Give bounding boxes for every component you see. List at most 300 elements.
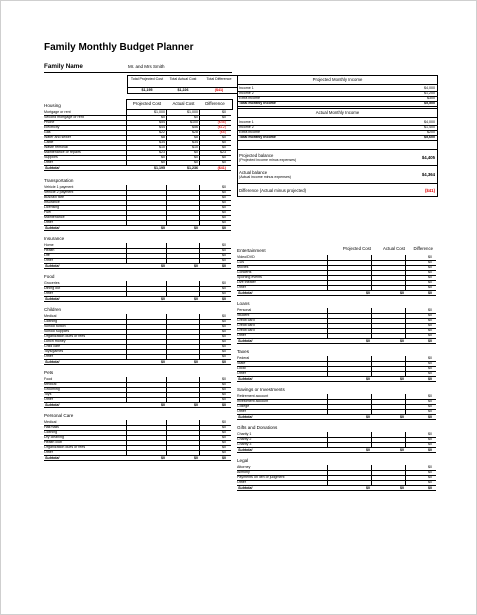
expense-difference-value: $0 xyxy=(222,324,226,328)
expense-difference-value: $0 xyxy=(428,285,432,289)
expense-projected-value[interactable]: $44 xyxy=(159,125,165,129)
expense-difference-value: $0 xyxy=(222,195,226,199)
expense-row-label: Vehicle 2 payment xyxy=(44,190,74,194)
totals-box xyxy=(127,75,238,94)
expense-difference-value: $0 xyxy=(222,387,226,391)
actual-balance-value: $4,364 xyxy=(421,172,435,177)
expense-row-label: Other xyxy=(44,450,53,454)
expense-difference-value: $0 xyxy=(428,270,432,274)
expense-row-label: Charity 2 xyxy=(237,437,252,441)
total-actual-header: Total Actual Cost xyxy=(169,77,197,81)
subtotal-label: Subtotal xyxy=(238,414,253,419)
income-divider xyxy=(238,117,437,118)
subtotal-difference: $0 xyxy=(222,296,226,301)
income-row-value[interactable]: $300 xyxy=(427,96,435,100)
expense-row-label: Alimony xyxy=(237,470,250,474)
expense-difference-value: $23 xyxy=(220,150,226,154)
expense-difference-value: $0 xyxy=(222,377,226,381)
expense-difference-value: $0 xyxy=(428,470,432,474)
expense-difference-value: $0 xyxy=(222,243,226,247)
subtotal-actual: $0 xyxy=(194,359,198,364)
section-title: Personal Care xyxy=(44,413,74,418)
subtotal-label: Subtotal xyxy=(45,455,60,460)
section-title: Taxes xyxy=(237,349,249,354)
expense-row-label: Local xyxy=(237,366,246,370)
income-row-label: Income 2 xyxy=(239,125,254,129)
expense-row-label: CDs xyxy=(237,260,244,264)
expense-difference-value: $0 xyxy=(222,210,226,214)
expense-difference-value: $0 xyxy=(428,437,432,441)
expense-row-label: Other xyxy=(44,160,53,164)
expense-row-label: Vehicle 1 payment xyxy=(44,185,74,189)
column-line xyxy=(199,420,200,455)
expense-actual-value[interactable]: $10 xyxy=(192,145,198,149)
section-title: Entertainment xyxy=(237,248,266,253)
expense-row-label: Life xyxy=(44,253,50,257)
expense-difference-value: $0 xyxy=(222,145,226,149)
expense-difference-value: $0 xyxy=(222,115,226,119)
expense-difference-value: $0 xyxy=(428,318,432,322)
subtotal-actual: $0 xyxy=(400,290,404,295)
expense-difference-value: $0 xyxy=(222,392,226,396)
column-line xyxy=(126,243,127,263)
subtotal-label: Subtotal xyxy=(238,485,253,490)
expense-row-label: Clothing xyxy=(44,319,58,323)
expense-row-label: Other xyxy=(237,285,246,289)
expense-row-label: Video/DVD xyxy=(237,255,255,259)
expense-row-label: Personal xyxy=(237,308,252,312)
column-line xyxy=(199,185,200,225)
subtotal-actual: $0 xyxy=(194,296,198,301)
expense-row-label: Student xyxy=(237,313,250,317)
column-line xyxy=(166,243,167,263)
expense-row-label: Payments on lien or judgment xyxy=(237,475,285,479)
expense-difference-value: $0 xyxy=(428,328,432,332)
expense-difference-value: $0 xyxy=(428,366,432,370)
expense-difference-value: $0 xyxy=(222,185,226,189)
subtotal-label: Subtotal xyxy=(238,338,253,343)
expense-row-label: Credit card xyxy=(237,323,255,327)
income-row-value[interactable]: $1,400 xyxy=(424,125,435,129)
section-title: Savings or Investments xyxy=(237,387,285,392)
header-projected-cost: Projected Cost xyxy=(132,101,162,106)
expense-row-label: School tuition xyxy=(44,324,66,328)
column-line xyxy=(126,110,127,165)
income-row-value[interactable]: $5,500 xyxy=(424,101,435,105)
expense-actual-value[interactable]: $34 xyxy=(192,140,198,144)
subtotal-projected: $0 xyxy=(161,402,165,407)
column-line xyxy=(327,356,328,376)
income-divider xyxy=(238,108,437,109)
subtotal-projected: $0 xyxy=(161,263,165,268)
expense-row-label: Investment account xyxy=(237,399,269,403)
expense-difference-value: $0 xyxy=(222,286,226,290)
column-line xyxy=(199,110,200,165)
income-row-line xyxy=(238,106,437,107)
expense-row-label: Other xyxy=(44,220,53,224)
expense-projected-value[interactable]: $22 xyxy=(159,130,165,134)
subtotal-line xyxy=(237,343,436,344)
subtotal-projected: $0 xyxy=(161,296,165,301)
expense-actual-value[interactable]: $0 xyxy=(194,115,198,119)
expense-row-label: College xyxy=(237,404,250,408)
section-title: Loans xyxy=(237,301,250,306)
expense-difference-value: $0 xyxy=(222,329,226,333)
expense-difference-value: $0 xyxy=(222,155,226,159)
subtotal-label: Subtotal xyxy=(45,225,60,230)
expense-row-label: Toys/games xyxy=(44,349,64,353)
column-line xyxy=(166,420,167,455)
column-line xyxy=(327,308,328,338)
expense-difference-value: $0 xyxy=(222,140,226,144)
expense-difference-value: $0 xyxy=(428,280,432,284)
expense-row-label: Phone xyxy=(44,120,55,124)
column-line xyxy=(166,185,167,225)
income-row-value[interactable]: $4,000 xyxy=(424,120,435,124)
expense-difference-value: $0 xyxy=(428,308,432,312)
subtotal-line xyxy=(237,452,436,453)
subtotal-difference: $0 xyxy=(222,359,226,364)
total-actual-value: $1,226 xyxy=(177,88,189,92)
expense-row-label: Organization dues or fees xyxy=(44,445,86,449)
expense-row-label: Dining out xyxy=(44,286,61,290)
subtotal-difference: $0 xyxy=(428,376,432,381)
expense-difference-value: $0 xyxy=(428,265,432,269)
total-projected-value: $1,195 xyxy=(141,88,153,92)
subtotal-projected: $0 xyxy=(366,485,370,490)
column-line xyxy=(371,465,372,485)
section-title: Food xyxy=(44,274,55,279)
column-line xyxy=(166,281,167,296)
expense-difference-value: $0 xyxy=(428,333,432,337)
actual-balance-note: (Actual income minus expenses) xyxy=(239,175,291,179)
left-expense-column xyxy=(44,97,238,597)
subtotal-line xyxy=(44,230,231,231)
expense-projected-value[interactable]: $0 xyxy=(161,155,165,159)
income-row-label: Income 1 xyxy=(239,86,254,90)
expense-row-label: Bus/taxi fare xyxy=(44,195,64,199)
section-title: Pets xyxy=(44,370,54,375)
expense-difference-value: $0 xyxy=(428,255,432,259)
expense-projected-value[interactable]: $1,000 xyxy=(154,110,165,114)
expense-difference-value: $0 xyxy=(222,281,226,285)
expense-row-label: Sporting events xyxy=(237,275,262,279)
header-difference: Difference xyxy=(205,101,225,106)
header-box xyxy=(126,99,233,110)
expense-difference-value: $0 xyxy=(222,397,226,401)
expense-difference-value: $0 xyxy=(222,319,226,323)
expense-projected-value[interactable]: $34 xyxy=(159,140,165,144)
total-projected-header: Total Projected Cost xyxy=(130,77,164,81)
difference-label: Difference (Actual minus projected) xyxy=(239,188,307,193)
expense-difference-value: $0 xyxy=(222,435,226,439)
expense-row-label: Other xyxy=(44,258,53,262)
column-line xyxy=(405,465,406,485)
expense-difference-value: $0 xyxy=(222,339,226,343)
header-actual-cost: Actual Cost xyxy=(383,246,405,251)
income-row-line xyxy=(238,140,437,141)
expense-difference-value: $0 xyxy=(428,465,432,469)
expense-difference-value: $0 xyxy=(428,323,432,327)
subtotal-projected: $0 xyxy=(366,447,370,452)
balances-divider xyxy=(238,165,437,166)
column-line xyxy=(199,377,200,402)
page-title: Family Monthly Budget Planner xyxy=(44,42,194,53)
income-row-line xyxy=(238,130,437,131)
expense-row-label: Lunch money xyxy=(44,339,66,343)
section-title: Transportation xyxy=(44,178,74,183)
subtotal-actual: $0 xyxy=(400,485,404,490)
income-row-label: Extra income xyxy=(239,130,260,134)
expense-row-label: Medical xyxy=(44,420,57,424)
expense-row-label: Other xyxy=(237,409,246,413)
difference-value: ($41) xyxy=(424,188,435,193)
subtotal-difference: $0 xyxy=(222,402,226,407)
subtotal-difference: $0 xyxy=(222,263,226,268)
expense-difference-value: $0 xyxy=(428,394,432,398)
subtotal-projected: $0 xyxy=(161,359,165,364)
balances-divider xyxy=(238,183,437,184)
expense-actual-value[interactable]: $0 xyxy=(194,155,198,159)
actual-income-title: Actual Monthly Income xyxy=(315,110,360,115)
subtotal-actual: $1,236 xyxy=(187,165,198,170)
expense-difference-value: $0 xyxy=(222,344,226,348)
expense-row-label: Other xyxy=(237,333,246,337)
expense-row-label: Groceries xyxy=(44,281,60,285)
expense-row-label: Credit card xyxy=(237,328,255,332)
family-name-label: Family Name xyxy=(44,63,83,70)
column-line xyxy=(405,308,406,338)
subtotal-line xyxy=(237,419,436,420)
income-row-label: Total monthly income xyxy=(239,101,276,105)
income-row-label: Income 2 xyxy=(239,91,254,95)
subtotal-label: Subtotal xyxy=(238,447,253,452)
expense-row-label: Cable xyxy=(44,140,54,144)
expense-difference-value: $0 xyxy=(428,480,432,484)
subtotal-difference: $0 xyxy=(222,455,226,460)
expense-row-label: State xyxy=(237,361,246,365)
subtotal-difference: $0 xyxy=(428,485,432,490)
expense-difference-value: $0 xyxy=(428,260,432,264)
column-line xyxy=(166,110,167,165)
expense-projected-value[interactable]: $0 xyxy=(161,115,165,119)
income-row-label: Income 1 xyxy=(239,120,254,124)
subtotal-actual: $0 xyxy=(194,402,198,407)
income-row-line xyxy=(238,91,437,92)
expense-row-label: Federal xyxy=(237,356,250,360)
expense-difference-value: $0 xyxy=(222,135,226,139)
expense-difference-value: $0 xyxy=(428,442,432,446)
column-line xyxy=(371,308,372,338)
expense-row-label: Other xyxy=(44,397,53,401)
column-line xyxy=(126,281,127,296)
subtotal-projected: $0 xyxy=(161,225,165,230)
column-line xyxy=(199,243,200,263)
column-line xyxy=(166,314,167,359)
expense-row-label: Other xyxy=(237,371,246,375)
income-row-line xyxy=(238,125,437,126)
expense-difference-value: $0 xyxy=(222,205,226,209)
expense-difference-value: ($6) xyxy=(219,130,226,134)
expense-row-label: Live theater xyxy=(237,280,256,284)
subtotal-projected: $1,195 xyxy=(154,165,165,170)
expense-difference-value: $0 xyxy=(222,425,226,429)
subtotal-projected: $0 xyxy=(366,414,370,419)
expense-row-label: Other xyxy=(44,291,53,295)
column-line xyxy=(126,185,127,225)
subtotal-actual: $0 xyxy=(400,338,404,343)
expense-actual-value[interactable]: $1,000 xyxy=(187,110,198,114)
subtotal-line xyxy=(237,381,436,382)
subtotal-label: Subtotal xyxy=(238,376,253,381)
expense-difference-value: $0 xyxy=(428,356,432,360)
income-row-value[interactable]: $4,000 xyxy=(424,86,435,90)
header-projected-cost: Projected Cost xyxy=(342,246,371,251)
expense-difference-value: $0 xyxy=(222,349,226,353)
subtotal-line xyxy=(237,295,436,296)
expense-row-label: Food xyxy=(44,377,53,381)
expense-difference-value: $0 xyxy=(222,445,226,449)
column-line xyxy=(405,432,406,447)
expense-difference-value: $0 xyxy=(222,253,226,257)
projected-balance-value: $4,405 xyxy=(421,155,435,160)
subtotal-label: Subtotal xyxy=(45,263,60,268)
expense-difference-value: $0 xyxy=(222,248,226,252)
expense-difference-value: $0 xyxy=(222,190,226,194)
subtotal-projected: $0 xyxy=(161,455,165,460)
expense-row-label: Medical xyxy=(44,382,57,386)
section-title: Gifts and Donations xyxy=(237,425,278,430)
column-line xyxy=(199,281,200,296)
expense-projected-value[interactable]: $54 xyxy=(159,120,165,124)
expense-row-label: Maintenance xyxy=(44,215,65,219)
expense-row-label: Waste removal xyxy=(44,145,68,149)
expense-projected-value[interactable]: $0 xyxy=(161,160,165,164)
expense-projected-value[interactable]: $8 xyxy=(161,135,165,139)
income-row-value[interactable]: $1,200 xyxy=(424,91,435,95)
column-line xyxy=(327,255,328,290)
subtotal-actual: $0 xyxy=(400,376,404,381)
expense-row-label: Clothing xyxy=(44,430,58,434)
expense-row-label: Gas xyxy=(44,130,51,134)
total-difference-header: Total Difference xyxy=(206,77,232,81)
header-actual-cost: Actual Cost xyxy=(172,101,195,106)
subtotal-label: Subtotal xyxy=(45,402,60,407)
column-line xyxy=(126,420,127,455)
expense-actual-value[interactable]: $100 xyxy=(190,120,198,124)
subtotal-actual: $0 xyxy=(400,447,404,452)
subtotal-label: Subtotal xyxy=(45,359,60,364)
subtotal-label: Subtotal xyxy=(45,165,60,170)
expense-difference-value: $0 xyxy=(222,200,226,204)
income-row-label: Extra income xyxy=(239,96,260,100)
subtotal-line xyxy=(44,407,231,408)
expense-row-label: Mortgage or rent xyxy=(44,110,71,114)
subtotal-line xyxy=(44,364,231,365)
expense-difference-value: $0 xyxy=(222,258,226,262)
expense-difference-value: $0 xyxy=(428,404,432,408)
income-row-value[interactable]: $5,600 xyxy=(424,135,435,139)
expense-row-label: Movies xyxy=(237,265,249,269)
family-name-underline xyxy=(44,72,232,73)
expense-actual-value[interactable]: $0 xyxy=(194,150,198,154)
income-row-value[interactable]: $200 xyxy=(427,130,435,134)
column-line xyxy=(405,356,406,376)
column-line xyxy=(327,394,328,414)
expense-difference-value: $0 xyxy=(222,291,226,295)
expense-projected-value[interactable]: $23 xyxy=(159,150,165,154)
column-line xyxy=(405,394,406,414)
expense-difference-value: $0 xyxy=(428,275,432,279)
expense-row-label: Health xyxy=(44,248,55,252)
expense-difference-value: $0 xyxy=(222,334,226,338)
projected-balance-label: Projected balance xyxy=(239,153,274,158)
expense-row-label: Grooming xyxy=(44,387,60,391)
subtotal-difference: ($41) xyxy=(217,165,226,170)
income-row-line xyxy=(238,96,437,97)
subtotal-line xyxy=(237,490,436,491)
expense-row-label: Other xyxy=(237,480,246,484)
expense-actual-value[interactable]: $0 xyxy=(194,160,198,164)
expense-difference-value: $0 xyxy=(428,313,432,317)
expense-difference-value: $0 xyxy=(222,420,226,424)
subtotal-projected: $0 xyxy=(366,376,370,381)
section-title: Insurance xyxy=(44,236,65,241)
income-box xyxy=(237,75,438,150)
expense-row-label: Attorney xyxy=(237,465,251,469)
income-divider xyxy=(238,84,437,85)
expense-row-label: Fuel xyxy=(44,210,51,214)
subtotal-label: Subtotal xyxy=(238,290,253,295)
expense-difference-value: $0 xyxy=(222,215,226,219)
expense-row-label: School supplies xyxy=(44,329,70,333)
column-line xyxy=(327,432,328,447)
section-title: Housing xyxy=(44,103,61,108)
subtotal-difference: $0 xyxy=(222,225,226,230)
expense-difference-value: $0 xyxy=(428,475,432,479)
expense-actual-value[interactable]: $8 xyxy=(194,135,198,139)
subtotal-projected: $0 xyxy=(366,290,370,295)
projected-balance-note: (Projected income minus expenses) xyxy=(239,158,297,162)
expense-difference-value: $0 xyxy=(222,440,226,444)
expense-difference-value: $0 xyxy=(428,361,432,365)
expense-difference-value: $0 xyxy=(222,110,226,114)
subtotal-difference: $0 xyxy=(428,447,432,452)
subtotal-difference: $0 xyxy=(428,414,432,419)
expense-difference-value: ($12) xyxy=(217,125,226,129)
column-line xyxy=(126,377,127,402)
subtotal-difference: $0 xyxy=(428,290,432,295)
expense-actual-value[interactable]: $28 xyxy=(192,130,198,134)
expense-row-label: Dry cleaning xyxy=(44,435,64,439)
expense-row-label: Toys xyxy=(44,392,52,396)
expense-difference-value: $0 xyxy=(222,450,226,454)
expense-row-label: Maintenance or repairs xyxy=(44,150,81,154)
expense-row-label: Charity 1 xyxy=(237,432,252,436)
expense-difference-value: $0 xyxy=(428,432,432,436)
expense-difference-value: $0 xyxy=(222,160,226,164)
column-line xyxy=(405,255,406,290)
expense-actual-value[interactable]: $56 xyxy=(192,125,198,129)
column-line xyxy=(126,314,127,359)
expense-row-label: Water and sewer xyxy=(44,135,72,139)
expense-row-label: Child care xyxy=(44,344,61,348)
expense-projected-value[interactable]: $10 xyxy=(159,145,165,149)
family-name-value[interactable]: Mr. and Mrs Smith xyxy=(128,64,165,69)
expense-difference-value: $0 xyxy=(222,220,226,224)
header-difference: Difference xyxy=(413,246,433,251)
expense-difference-value: $0 xyxy=(222,314,226,318)
